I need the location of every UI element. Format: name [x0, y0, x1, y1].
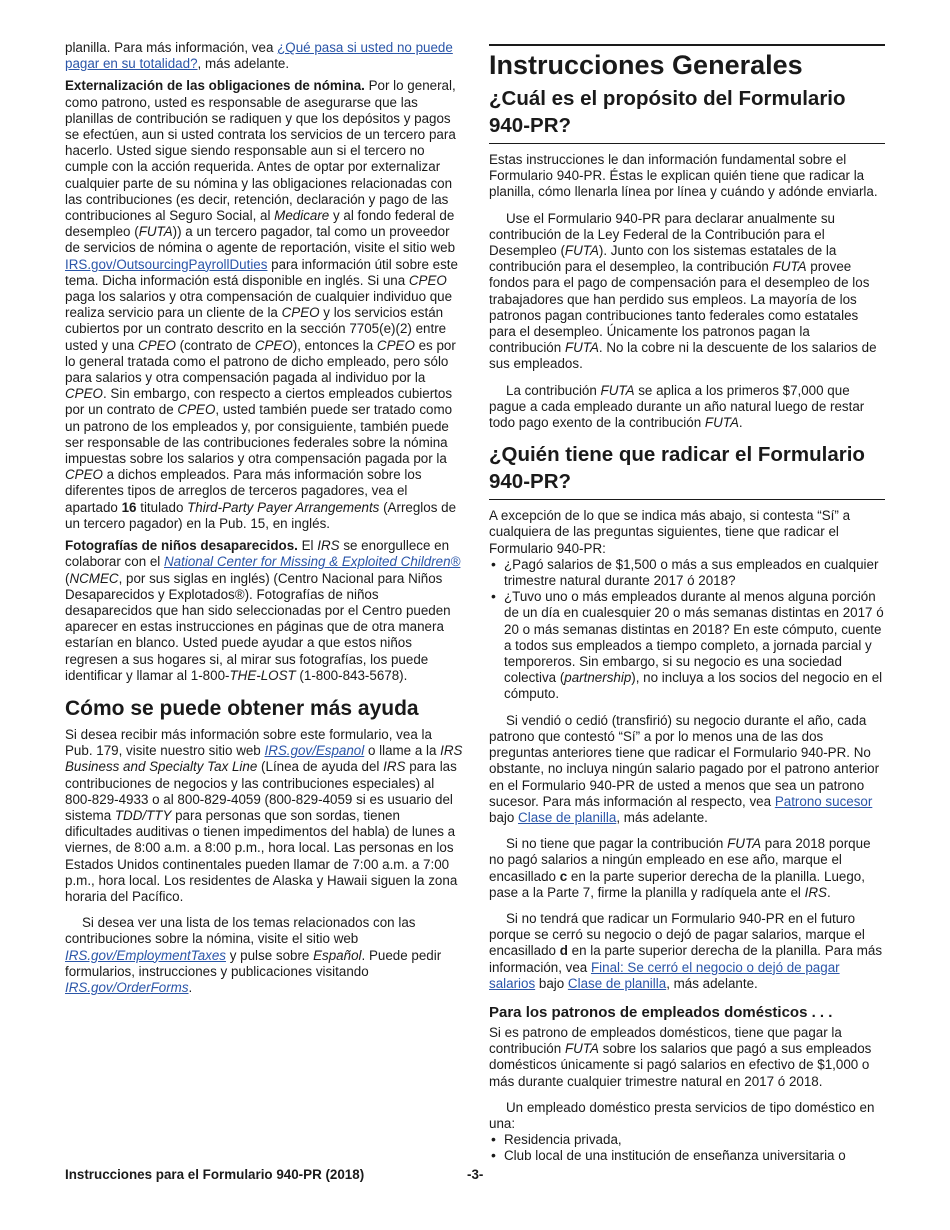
- paragraph-box-c: Si no tiene que pagar la contribución FUTA para 2018 porque no pagó salarios a ningún empleado en ese año, marque el encasillado c en la parte superior derecha de la planilla. Luego, pase a la Parte 7, firme la planilla y radíquela ante el IRS.: [489, 836, 871, 900]
- heading-general-instructions: Instrucciones Generales: [489, 50, 803, 80]
- heading-who-must-file: ¿Quién tiene que radicar el Formulario 940-PR?: [489, 441, 885, 500]
- left-column: [65, 40, 463, 1002]
- link-irs-espanol[interactable]: IRS.gov/Espanol: [264, 743, 365, 759]
- paragraph-heading: Fotografías de niños desaparecidos.: [65, 538, 298, 554]
- criteria-list: [489, 557, 885, 703]
- link-successor-employer[interactable]: Patrono sucesor: [774, 793, 873, 809]
- paragraph-missing-children: Fotografías de niños desaparecidos. El IRS se enorgullece en colaborar con el National Center for Missing & Exploited Children® (NCMEC, por sus siglas en inglés) (Centro Nacional para Niños Desaparecidos y Explotados®). Fotografías de niños desaparecidos que han sido seleccionadas por el Centro pueden aparecer en estas instrucciones en páginas que de otra manera estarían en blanco. Usted puede ayudar a que estos niños regresen a sus hogares si, al mirar sus fotografías, los puede identificar y llamar al 1-800-THE-LOST (1-800-843-5678).: [65, 538, 461, 683]
- paragraph-successor-employer: Si vendió o cedió (transfirió) su negocio durante el año, cada patrono que contestó “Sí” a por lo menos una de las dos preguntas anteriores tiene que radicar el Formulario 940-PR. No obstante, no incluya ningún salario pagado por el patrono anterior en el Formulario 940-PR de usted a menos que sea un patrono sucesor. Para más información al respecto, vea Patrono sucesor bajo Clase de planilla, más adelante.: [489, 712, 880, 825]
- footer-title: Instrucciones para el Formulario 940-PR (2018): [65, 1167, 365, 1182]
- link-cannot-pay-in-full[interactable]: ¿Qué pasa si usted no puede pagar en su totalidad?: [65, 40, 453, 72]
- paragraph-continuation: planilla. Para más información, vea ¿Qué pasa si usted no puede pagar en su totalidad?, más adelante.: [65, 40, 453, 72]
- heading-household-employers: Para los patronos de empleados domésticos . . .: [489, 1003, 833, 1021]
- section-rule: [489, 44, 885, 46]
- list-item: • Residencia privada,: [489, 1132, 885, 1148]
- heading-form-purpose: ¿Cuál es el propósito del Formulario 940-PR?: [489, 85, 885, 144]
- paragraph-futa-wage-base: La contribución FUTA se aplica a los primeros $7,000 que pague a cada empleado durante un año natural luego de restar todo pago exento de la contribución FUTA.: [489, 382, 865, 431]
- heading-more-help: Cómo se puede obtener más ayuda: [65, 696, 419, 720]
- link-ncmec[interactable]: National Center for Missing & Exploited Children®: [164, 554, 461, 570]
- list-item: • Club local de una institución de enseñanza universitaria o: [489, 1148, 885, 1164]
- link-type-of-return[interactable]: Clase de planilla: [518, 809, 617, 825]
- link-type-of-return[interactable]: Clase de planilla: [567, 975, 667, 991]
- list-item: • ¿Pagó salarios de $1,500 o más a sus empleados en cualquier trimestre natural durante 2017 ó 2018?: [489, 557, 885, 589]
- list-item: • ¿Tuvo uno o más empleados durante al menos alguna porción de un día en cualesquier 20 o más semanas distintas en 2017 ó 20 o más semanas distintas en 2018? En este cómputo, cuente a todos sus empleados a tiempo completo, a jornada parcial y temporeros. Sin embargo, si su negocio es una sociedad colectiva (partnership), no incluya a los socios del negocio en el cómputo.: [489, 589, 885, 702]
- paragraph-employment-taxes: Si desea ver una lista de los temas relacionados con las contribuciones sobre la nómina, visite el sitio web IRS.gov/EmploymentTaxes y pulse sobre Español. Puede pedir formularios, instrucciones y publicaciones visitando IRS.gov/OrderForms.: [65, 915, 442, 995]
- paragraph-household-employees: Si es patrono de empleados domésticos, tiene que pagar la contribución FUTA sobre los salarios que pagó a sus empleados domésticos únicamente si pagó salarios en efectivo de $1,000 o más durante cualquier trimestre natural en 2017 ó 2018.: [489, 1024, 872, 1089]
- paragraph-futa-description: Use el Formulario 940-PR para declarar anualmente su contribución de la Ley Federal de la Contribución para el Desempleo (FUTA). Junto con los sistemas estatales de la contribución para el desempleo, la contribución FUTA provee fondos para el pago de compensación para el desempleo de los trabajadores que han perdido sus empleos. La mayoría de los patronos pagan contribuciones tanto federales como estatales para el desempleo. Únicamente los patronos pagan la contribución FUTA. No la cobre ni la descuente de los salarios de sus empleados.: [489, 210, 877, 372]
- page-number: -3-: [467, 1167, 484, 1182]
- household-list: [489, 1132, 885, 1164]
- paragraph-household-definition: Un empleado doméstico presta servicios de tipo doméstico en una:: [489, 1099, 875, 1131]
- link-order-forms[interactable]: IRS.gov/OrderForms: [65, 979, 189, 995]
- link-final-business-closed[interactable]: Final: Se cerró el negocio o dejó de pagar salarios: [489, 959, 840, 991]
- paragraph-help-contact: Si desea recibir más información sobre este formulario, vea la Pub. 179, visite nuestro sitio web IRS.gov/Espanol o llame a la IRS Business and Specialty Tax Line (Línea de ayuda del IRS para las contribuciones de negocios y las contribuciones especiales) al 800-829-4933 o al 800-829-4059 (800-829-4059 si es usuario del sistema TDD/TTY para personas que son sordas, tienen dificultades auditivas o tienen impedimentos del habla) de lunes a viernes, de 8:00 a.m. a 8:00 p.m., hora local. Las personas en los Estados Unidos continentales pueden llamar de 7:00 a.m. a 7:00 p.m., hora local. Los residentes de Alaska y Hawaii siguen la zona horaria del Pacífico.: [65, 726, 463, 904]
- page-footer: [65, 1167, 885, 1182]
- right-column: [489, 40, 885, 1165]
- link-employment-taxes[interactable]: IRS.gov/EmploymentTaxes: [65, 947, 227, 963]
- paragraph-box-d: Si no tendrá que radicar un Formulario 940-PR en el futuro porque se cerró su negocio o dejó de pagar salarios, marque el encasillado d en la parte superior derecha de la planilla. Para más información, vea Final: Se cerró el negocio o dejó de pagar salarios bajo Clase de planilla, más adelante.: [489, 910, 883, 991]
- paragraph-who-must-file-intro: A excepción de lo que se indica más abajo, si contesta “Sí” a cualquiera de las preguntas siguientes, tiene que radicar el Formulario 940-PR:: [489, 508, 851, 556]
- paragraph-heading: Externalización de las obligaciones de nómina.: [65, 78, 365, 94]
- link-outsourcing-payroll-duties[interactable]: IRS.gov/OutsourcingPayrollDuties: [65, 256, 268, 272]
- paragraph-purpose-intro: Estas instrucciones le dan información fundamental sobre el Formulario 940-PR. Éstas le explican quién tiene que radicar la planilla, cómo llenarla línea por línea y cuándo y adónde enviarla.: [489, 152, 878, 200]
- paragraph-outsourcing-payroll: Externalización de las obligaciones de nómina. Por lo general, como patrono, usted es responsable de asegurarse que las planillas de contribución se radiquen y que los depósitos y pagos se efectúen, aun si usted contrata los servicios de un tercero para hacerlo. Usted sigue siendo responsable aun si el tercero no cumple con la acción requerida. Antes de optar por externalizar cualquier parte de su nómina y las obligaciones relacionadas con las contribuciones (es decir, retención, declaración y pago de las contribuciones al Seguro Social, al Medicare y al fondo federal de desempleo (FUTA)) a un tercero pagador, tal como un proveedor de servicios de nómina o agente de reportación, visite el sitio web IRS.gov/OutsourcingPayrollDuties para información útil sobre este tema. Dicha información está disponible en inglés. Si una CPEO paga los salarios y otra compensación de cualquier individuo que realiza servicio para un cliente de la CPEO y los servicios están cubiertos por un contrato descrito en la sección 7705(e)(2) entre usted y una CPEO (contrato de CPEO), entonces la CPEO es por lo general tratada como el patrono de dicho empleado, pero sólo para salarios y otra compensación pagada al individuo por la CPEO. Sin embargo, con respecto a ciertos empleados cubiertos por un contrato de CPEO, usted también puede ser tratado como un patrono de los empleados y, por consiguiente, también puede ser responsable de las contribuciones federales sobre la nómina impuestas sobre los salarios y otra compensación pagada por la CPEO a dichos empleados. Para más información sobre los diferentes tipos de arreglos de terceros pagadores, vea el apartado 16 titulado Third-Party Payer Arrangements (Arreglos de un tercero pagador) en la Pub. 15, en inglés.: [65, 78, 458, 531]
